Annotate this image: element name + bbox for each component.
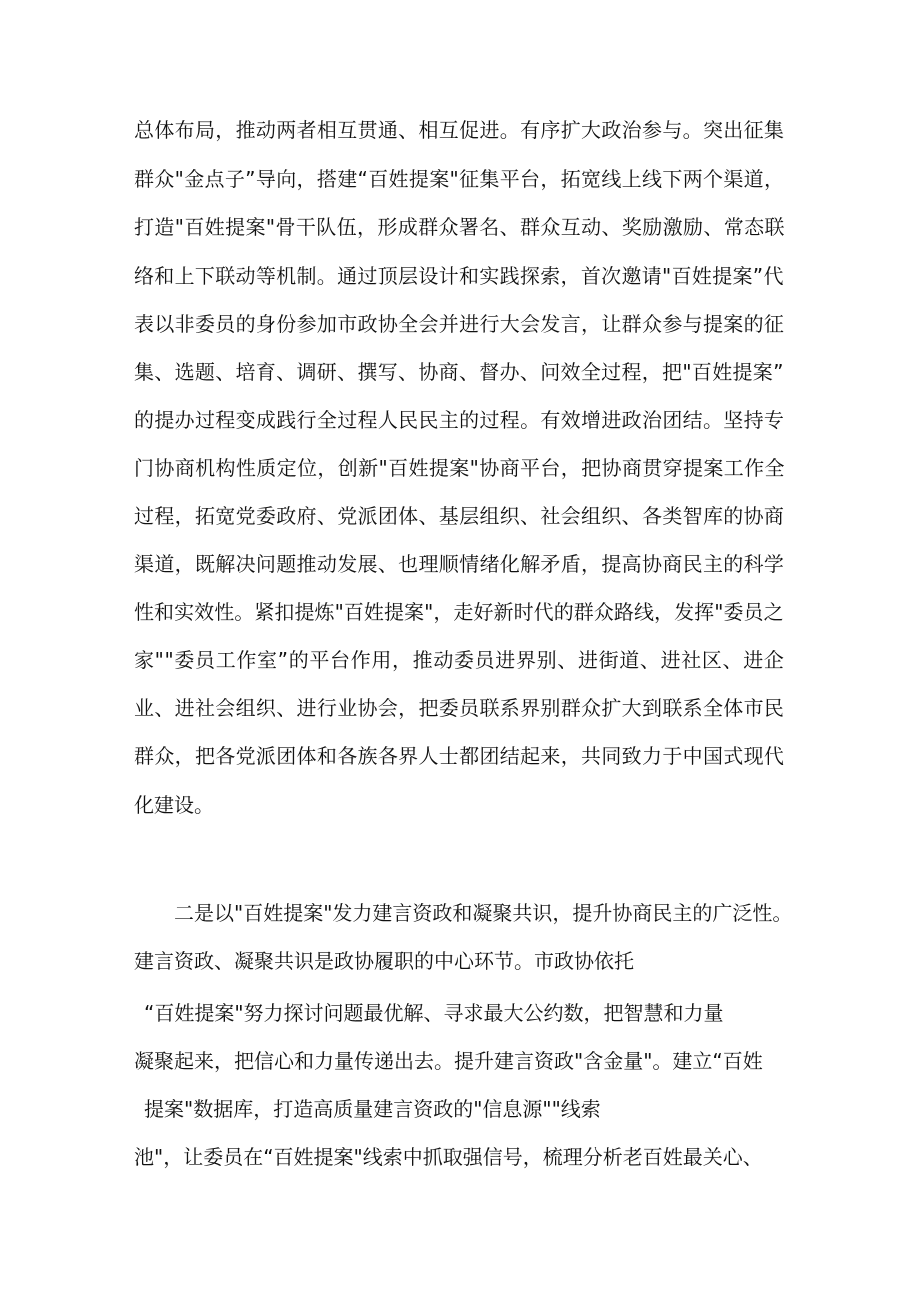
- text-line: 总体布局，推动两者相互贯通、相互促进。有序扩大政治参与。突出征集: [134, 118, 785, 142]
- text-line: 建言资政、凝聚共识是政协履职的中心环节。市政协依托: [134, 949, 634, 973]
- text-line: 家""委员工作室”的平台作用，推动委员进界别、进街道、进社区、进企: [134, 648, 785, 672]
- text-line: 性和实效性。紧扣提炼"百姓提案"，走好新时代的群众路线，发挥"委员之: [134, 600, 784, 624]
- text-line: 渠道，既解决问题推动发展、也理顺情绪化解矛盾，提高协商民主的科学: [134, 552, 785, 576]
- text-line: 二是以"百姓提案"发力建言资政和凝聚共识，提升协商民主的广泛性。: [174, 901, 793, 925]
- text-line: 络和上下联动等机制。通过顶层设计和实践探索，首次邀请"百姓提案”代: [134, 264, 784, 288]
- text-line: “百姓提案"努力探讨问题最优解、寻求最大公约数，把智慧和力量: [144, 1001, 724, 1025]
- text-line: 群众，把各党派团体和各族各界人士都团结起来，共同致力于中国式现代: [134, 744, 785, 768]
- text-line: 门协商机构性质定位，创新"百姓提案"协商平台，把协商贯穿提案工作全: [134, 456, 785, 480]
- text-line: 过程，拓宽党委政府、党派团体、基层组织、社会组织、各类智库的协商: [134, 504, 785, 528]
- text-line: 表以非委员的身份参加市政协全会并进行大会发言，让群众参与提案的征: [134, 312, 785, 336]
- text-line: 池"，让委员在“百姓提案"线索中抓取强信号，梳理分析老百姓最关心、: [134, 1145, 763, 1169]
- text-line: 凝聚起来，把信心和力量传递出去。提升建言资政"含金量"。建立“百姓: [134, 1049, 763, 1073]
- text-line: 提案"数据库，打造高质量建言资政的"信息源""线索: [144, 1097, 601, 1121]
- text-line: 群众"金点子”导向，搭建“百姓提案"征集平台，拓宽线上线下两个渠道，: [134, 167, 785, 191]
- text-line: 的提办过程变成践行全过程人民民主的过程。有效增进政治团结。坚持专: [134, 408, 785, 432]
- text-line: 打造"百姓提案"骨干队伍，形成群众署名、群众互动、奖励激励、常态联: [134, 215, 785, 239]
- text-line: 集、选题、培育、调研、撰写、协商、督办、问效全过程，把"百姓提案”: [134, 360, 784, 384]
- text-line: 化建设。: [134, 793, 214, 817]
- text-line: 业、进社会组织、进行业协会，把委员联系界别群众扩大到联系全体市民: [134, 696, 785, 720]
